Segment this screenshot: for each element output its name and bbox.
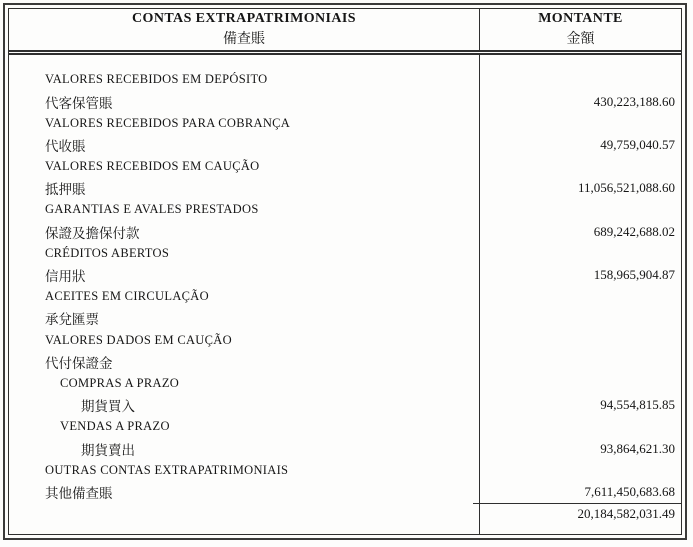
account-row xyxy=(9,112,681,134)
account-row xyxy=(9,416,681,438)
account-row xyxy=(9,264,681,286)
account-row xyxy=(9,69,681,91)
account-label-zh: 承兌匯票 xyxy=(45,312,99,328)
account-label-zh: 代付保證金 xyxy=(45,355,113,371)
account-label-zh: 抵押賬 xyxy=(45,182,86,198)
accounts-column-title-pt: CONTAS EXTRAPATRIMONIAIS xyxy=(132,11,356,26)
amount-value: 7,611,450,683.68 xyxy=(584,483,675,499)
account-row xyxy=(9,459,681,481)
account-row xyxy=(9,438,681,460)
account-row xyxy=(9,286,681,308)
total-amount-value: 20,184,582,031.49 xyxy=(577,505,675,521)
account-label-pt: COMPRAS A PRAZO xyxy=(60,375,180,390)
amount-value: 11,056,521,088.60 xyxy=(577,180,675,196)
column-separator-line xyxy=(479,55,480,534)
account-row xyxy=(9,91,681,113)
account-row xyxy=(9,308,681,330)
account-row xyxy=(9,373,681,395)
accounts-column-title-zh: 備查賬 xyxy=(223,32,265,47)
account-label-zh: 保證及擔保付款 xyxy=(45,225,140,241)
account-row xyxy=(9,394,681,416)
account-label-pt: VALORES RECEBIDOS EM DEPÓSITO xyxy=(45,72,268,87)
header-accounts-column xyxy=(9,9,479,50)
account-label-pt: ACEITES EM CIRCULAÇÃO xyxy=(45,289,209,304)
amount-value: 93,864,621.30 xyxy=(600,440,675,456)
account-label-zh: 其他備查賬 xyxy=(45,485,113,501)
amount-column-title-pt: MONTANTE xyxy=(538,11,623,26)
account-label-zh: 代收賬 xyxy=(45,138,86,154)
account-label-zh: 代客保管賬 xyxy=(45,95,113,111)
account-label-pt: OUTRAS CONTAS EXTRAPATRIMONIAIS xyxy=(45,462,289,477)
account-row xyxy=(9,199,681,221)
table-body xyxy=(9,55,681,534)
table-header-row xyxy=(9,9,681,55)
amount-value: 689,242,688.02 xyxy=(593,223,675,239)
account-row xyxy=(9,481,681,503)
account-row xyxy=(9,329,681,351)
account-row xyxy=(9,177,681,199)
account-row xyxy=(9,243,681,265)
amount-value: 430,223,188.60 xyxy=(593,93,675,109)
account-label-zh: 信用狀 xyxy=(45,269,86,285)
header-amount-column xyxy=(479,9,681,50)
account-label-pt: VALORES DADOS EM CAUÇÃO xyxy=(45,332,232,347)
account-row xyxy=(9,221,681,243)
account-label-pt: VENDAS A PRAZO xyxy=(60,419,170,434)
account-label-zh: 期貨買入 xyxy=(81,399,135,415)
account-row xyxy=(9,351,681,373)
account-label-pt: VALORES RECEBIDOS EM CAUÇÃO xyxy=(45,159,260,174)
amount-value: 158,965,904.87 xyxy=(593,267,675,283)
total-row xyxy=(9,504,681,524)
amount-value: 94,554,815.85 xyxy=(600,397,675,413)
amount-column-title-zh: 金額 xyxy=(566,32,595,47)
account-row xyxy=(9,134,681,156)
account-label-pt: VALORES RECEBIDOS PARA COBRANÇA xyxy=(45,115,291,130)
account-label-pt: GARANTIAS E AVALES PRESTADOS xyxy=(45,202,259,217)
account-row xyxy=(9,156,681,178)
account-label-zh: 期貨賣出 xyxy=(81,442,135,458)
amount-value: 49,759,040.57 xyxy=(600,136,675,152)
account-label-pt: CRÉDITOS ABERTOS xyxy=(45,245,170,260)
table-outer-border xyxy=(3,3,687,540)
extrapatrimonial-accounts-table xyxy=(8,8,682,535)
